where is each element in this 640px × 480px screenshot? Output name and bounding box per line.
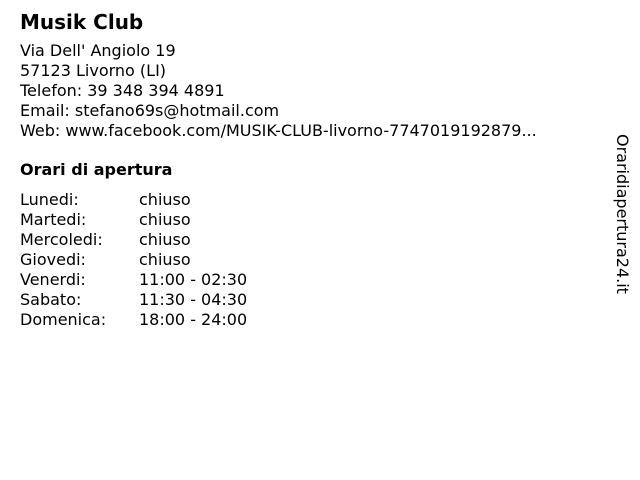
business-card (20, 10, 610, 330)
day-label: Mercoledi: (20, 230, 103, 249)
address-city: 57123 Livorno (LI) (20, 61, 167, 80)
phone-number[interactable]: Telefon: 39 348 394 4891 (20, 81, 225, 100)
hours-row-monday (20, 190, 247, 210)
hours-row-friday (20, 270, 247, 290)
day-hours: 11:00 - 02:30 (139, 270, 248, 289)
business-name: Musik Club (20, 10, 144, 34)
site-brand-label[interactable]: Oraridiapertura24.it (613, 134, 632, 294)
hours-row-tuesday (20, 210, 247, 230)
day-hours: chiuso (139, 190, 191, 209)
website-link[interactable]: Web: www.facebook.com/MUSIK-CLUB-livorno-7747019192879... (20, 121, 537, 140)
hours-heading: Orari di apertura (20, 160, 173, 179)
address-street: Via Dell' Angiolo 19 (20, 41, 176, 60)
day-hours: chiuso (139, 210, 191, 229)
hours-row-thursday (20, 250, 247, 270)
day-hours: 18:00 - 24:00 (139, 310, 248, 329)
day-label: Giovedi: (20, 250, 86, 269)
day-label: Martedi: (20, 210, 87, 229)
day-label: Domenica: (20, 310, 107, 329)
email-address[interactable]: Email: stefano69s@hotmail.com (20, 101, 280, 120)
hours-row-wednesday (20, 230, 247, 250)
day-hours: chiuso (139, 250, 191, 269)
day-label: Venerdi: (20, 270, 86, 289)
day-hours: chiuso (139, 230, 191, 249)
opening-hours-table (20, 190, 247, 330)
hours-row-saturday (20, 290, 247, 310)
day-hours: 11:30 - 04:30 (139, 290, 248, 309)
day-label: Sabato: (20, 290, 82, 309)
day-label: Lunedi: (20, 190, 79, 209)
hours-row-sunday (20, 310, 247, 330)
